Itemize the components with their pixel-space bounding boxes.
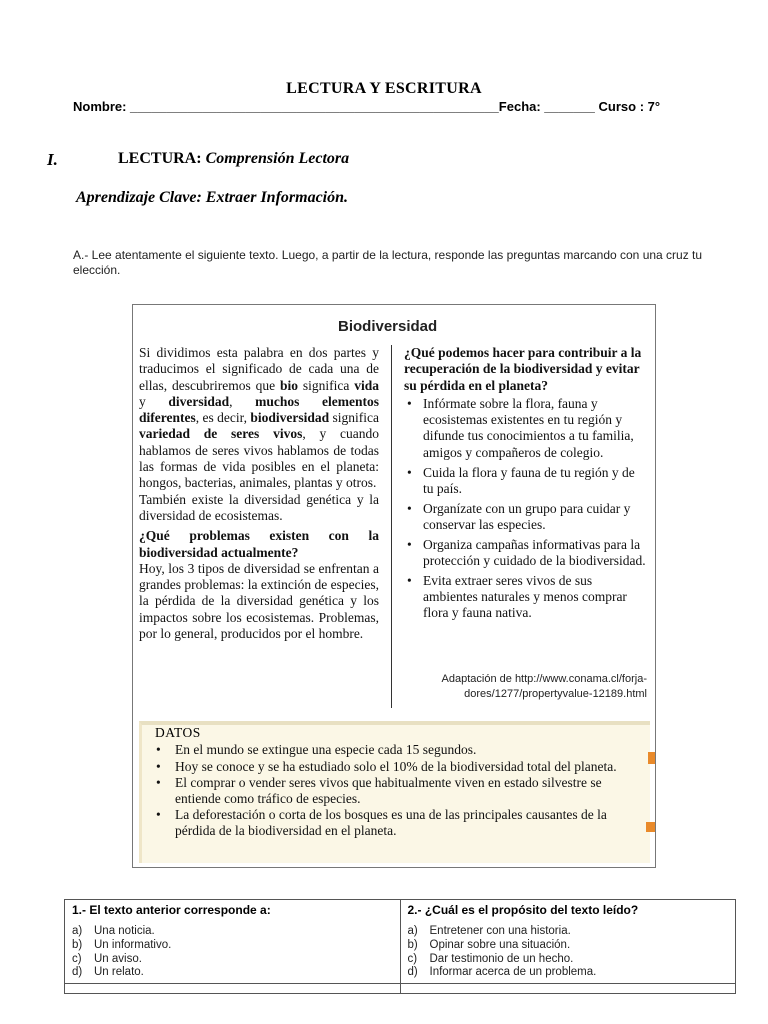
question-2-title: 2.- ¿Cuál es el propósito del texto leído? xyxy=(407,903,639,917)
table-row xyxy=(65,900,736,984)
instruction-text: A.- Lee atentamente el siguiente texto. Luego, a partir de la lectura, responde las preguntas marcando con una cruz tu elección. xyxy=(73,248,703,277)
list-item: • La deforestación o corta de los bosques es una de las principales causantes de la pérdida de la biodiversidad en el planeta. xyxy=(156,807,607,838)
option-a[interactable]: a) Una noticia. xyxy=(72,925,155,937)
contribute-list xyxy=(404,396,646,622)
question-2-cell xyxy=(400,900,736,984)
list-item: • En el mundo se extingue una especie cada 15 segundos. xyxy=(156,742,477,757)
contribute-question: ¿Qué podemos hacer para contribuir a la recuperación de la biodiversidad y evitar su pérdida en el planeta? xyxy=(404,345,642,393)
datos-title: DATOS xyxy=(155,725,201,740)
section-title-subject: Comprensión Lectora xyxy=(205,150,350,167)
section-title-label: LECTURA: xyxy=(118,150,202,167)
worksheet-title: LECTURA Y ESCRITURA xyxy=(286,80,482,97)
datos-list xyxy=(151,742,637,839)
section-title xyxy=(118,150,349,168)
article-title: Biodiversidad xyxy=(338,318,438,335)
answer-row xyxy=(65,984,736,994)
questions-table xyxy=(64,899,736,994)
option-d[interactable]: d) Un relato. xyxy=(72,966,144,979)
column-divider xyxy=(391,345,392,708)
list-item: • Organiza campañas informativas para la protección y cuidado de la biodiversidad. xyxy=(407,536,646,569)
option-b[interactable]: b) Un informativo. xyxy=(72,938,172,951)
list-item: • El comprar o vender seres vivos que habitualmente viven en estado silvestre se entiende como tráfico de especies. xyxy=(156,775,602,806)
answer-cell[interactable] xyxy=(65,984,401,994)
problems-question: ¿Qué problemas existen con la biodiversidad actualmente? xyxy=(139,528,379,560)
problems-paragraph: Hoy, los 3 tipos de diversidad se enfrentan a grandes problemas: la extinción de especies, la pérdida de la diversidad genética y los impactos sobre los ecosistemas. Problemas, por lo general, producidos por el hombre. xyxy=(139,560,379,642)
list-item: • Infórmate sobre la flora, fauna y ecosistemas existentes en tu región y difunde tus conocimientos a tu familia, amigos y compañeros de colegio. xyxy=(407,395,634,460)
question-1-cell xyxy=(65,900,401,984)
list-item: • Hoy se conoce y se ha estudiado solo el 10% de la biodiversidad total del planeta. xyxy=(156,758,617,774)
intro-paragraph: Si dividimos esta palabra en dos partes y traducimos el significado de cada una de ellas, descubriremos que bio significa vida y diversidad, muchos elementos diferentes, es decir, biodiversidad significa variedad de seres vivos, y cuando hablamos de seres vivos hablamos de todas las formas de vida posibles en el planeta: hongos, bacterias, animales, plantas y otros. xyxy=(139,345,380,491)
source-citation: Adaptación de http://www.conama.cl/forja- dores/1277/propertyvalue-12189.html xyxy=(441,673,647,700)
section-number: I. xyxy=(47,150,58,169)
article-left-column xyxy=(139,345,379,642)
answer-cell[interactable] xyxy=(400,984,736,994)
list-item: • Organízate con un grupo para cuidar y conservar las especies. xyxy=(407,500,631,532)
decorative-tab xyxy=(648,752,655,764)
option-b[interactable]: b) Opinar sobre una situación. xyxy=(407,938,571,951)
option-a[interactable]: a) Entretener con una historia. xyxy=(407,925,571,937)
question-2-options xyxy=(408,925,729,980)
student-info-line[interactable]: Nombre: ___________________________________________________Fecha: _______ Curso : 7° xyxy=(73,99,661,114)
article-right-column xyxy=(404,345,646,625)
question-1-options xyxy=(72,925,393,980)
question-1-title: 1.- El texto anterior corresponde a: xyxy=(72,903,271,917)
genetic-diversity-paragraph: También existe la diversidad genética y la diversidad de ecosistemas. xyxy=(139,491,379,523)
option-c[interactable]: c) Dar testimonio de un hecho. xyxy=(407,952,574,965)
key-learning: Aprendizaje Clave: Extraer Información. xyxy=(76,189,349,206)
list-item: • Cuida la flora y fauna de tu región y de tu país. xyxy=(407,464,635,496)
option-c[interactable]: c) Un aviso. xyxy=(72,952,142,965)
decorative-tab xyxy=(646,822,655,832)
list-item: • Evita extraer seres vivos de sus ambientes naturales y menos comprar flora y fauna nativa. xyxy=(407,572,627,621)
option-d[interactable]: d) Informar acerca de un problema. xyxy=(407,966,597,979)
